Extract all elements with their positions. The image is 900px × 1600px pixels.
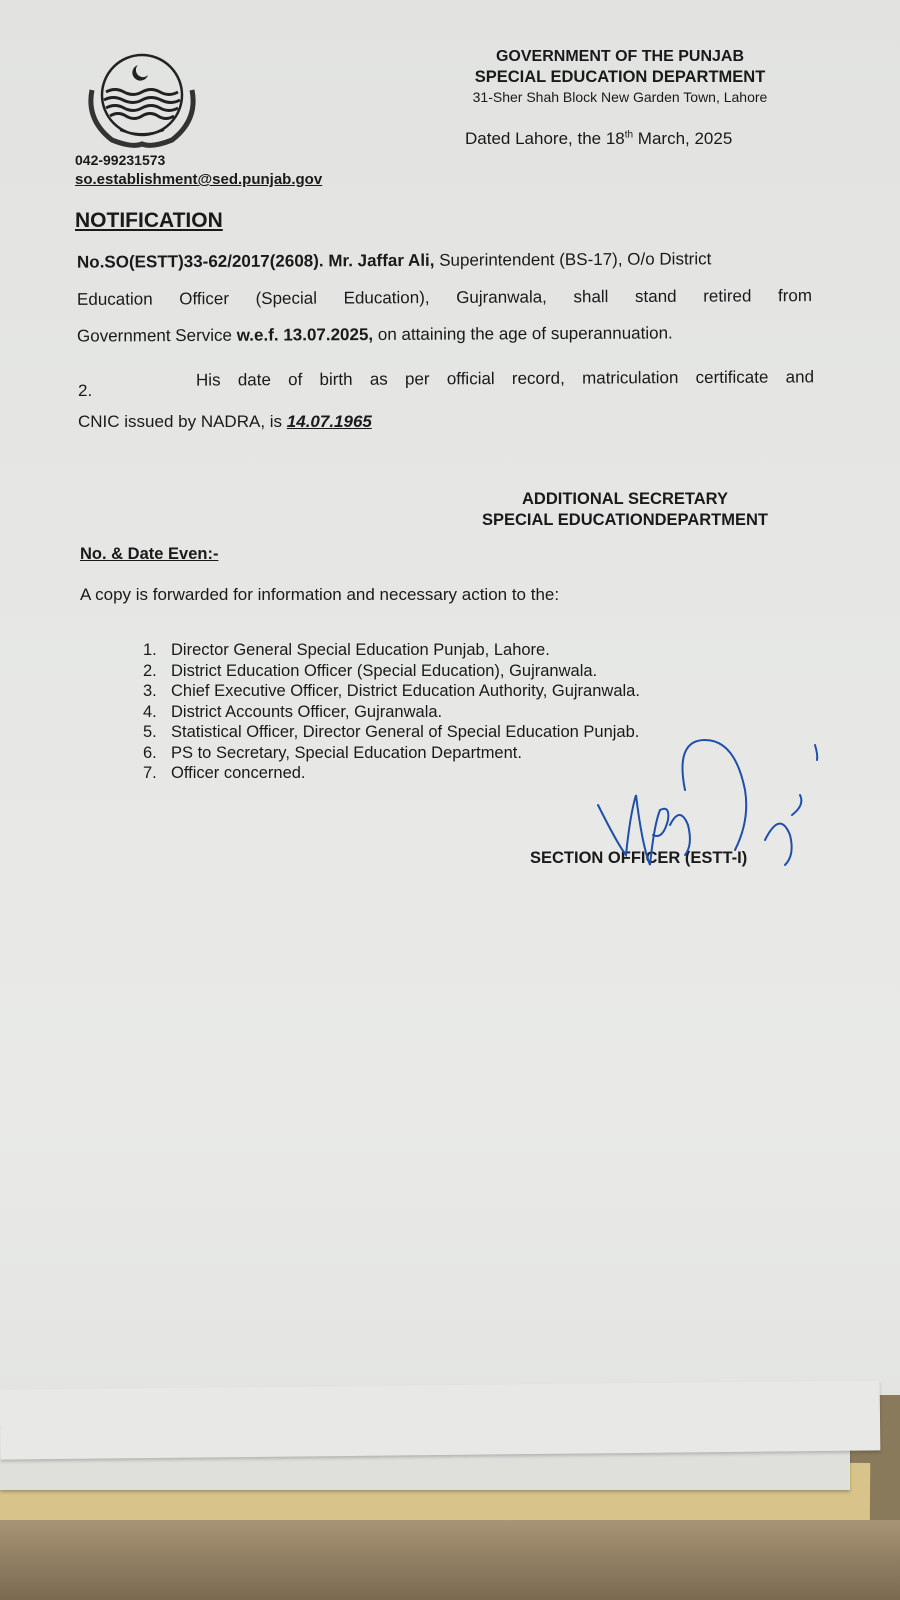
text: Superintendent (BS-17), O/o District bbox=[434, 249, 712, 270]
list-text: Officer concerned. bbox=[171, 764, 306, 782]
list-number: 6. bbox=[143, 743, 157, 762]
list-item bbox=[143, 702, 640, 723]
document-date bbox=[465, 129, 732, 149]
notification-title: NOTIFICATION bbox=[75, 209, 223, 232]
list-item bbox=[143, 640, 640, 661]
signature bbox=[590, 730, 840, 890]
list-item bbox=[143, 722, 640, 743]
list-item bbox=[143, 763, 640, 784]
list-number: 3. bbox=[143, 682, 157, 700]
list-number: 5. bbox=[143, 723, 157, 741]
date-suffix: th bbox=[624, 129, 634, 141]
paragraph-1-line-3 bbox=[77, 323, 673, 346]
section-officer-title: SECTION OFFICER (ESTT-I) bbox=[530, 849, 748, 867]
reference-number: No.SO(ESTT)33-62/2017(2608). bbox=[76, 251, 324, 272]
paragraph-1-line-2: Education Officer (Special Education), Gujranwala, shall stand retired from bbox=[76, 286, 813, 309]
list-number: 4. bbox=[143, 702, 157, 721]
copy-distribution-list bbox=[143, 640, 640, 784]
list-number: 2. bbox=[143, 661, 157, 680]
signatory-title-line-2: SPECIAL EDUCATIONDEPARTMENT bbox=[481, 511, 768, 529]
paragraph-2-number: 2. bbox=[78, 381, 93, 400]
list-text: District Accounts Officer, Gujranwala. bbox=[171, 702, 443, 721]
list-number: 1. bbox=[143, 641, 157, 659]
date-text: Dated Lahore, the 18 bbox=[465, 129, 625, 148]
employee-name: Mr. Jaffar Ali, bbox=[323, 250, 435, 271]
list-item bbox=[143, 681, 640, 702]
text: CNIC issued by NADRA, is bbox=[78, 412, 287, 431]
copy-intro: A copy is forwarded for information and necessary action to the: bbox=[80, 585, 560, 604]
paragraph-2-line-1: His date of birth as per official record, matriculation certificate and bbox=[195, 367, 815, 390]
letterhead-department: SPECIAL EDUCATION DEPARTMENT bbox=[474, 68, 766, 86]
text: on attaining the age of superannuation. bbox=[373, 323, 673, 345]
list-item bbox=[143, 743, 640, 764]
letterhead-address: 31-Sher Shah Block New Garden Town, Lahore bbox=[472, 89, 768, 105]
list-text: Chief Executive Officer, District Education Authority, Gujranwala. bbox=[171, 682, 640, 700]
list-text: Director General Special Education Punjab, Lahore. bbox=[171, 641, 550, 659]
list-text: District Education Officer (Special Education), Gujranwala. bbox=[171, 661, 598, 680]
list-text: PS to Secretary, Special Education Department. bbox=[171, 743, 522, 762]
punjab-emblem-logo bbox=[80, 50, 205, 150]
no-date-even: No. & Date Even:- bbox=[80, 545, 219, 563]
paper-stack-edge bbox=[0, 1380, 880, 1459]
date-of-birth: 14.07.1965 bbox=[286, 412, 372, 431]
date-text: March, 2025 bbox=[633, 129, 733, 148]
retirement-date: w.e.f. 13.07.2025, bbox=[236, 325, 374, 345]
list-number: 7. bbox=[143, 764, 157, 782]
letterhead-government: GOVERNMENT OF THE PUNJAB bbox=[495, 48, 744, 65]
signatory-title-line-1: ADDITIONAL SECRETARY bbox=[522, 490, 728, 508]
paragraph-1-line-1 bbox=[77, 249, 711, 272]
contact-email: so.establishment@sed.punjab.gov bbox=[75, 171, 323, 188]
text: Government Service bbox=[76, 325, 237, 346]
paragraph-2-line-2 bbox=[78, 412, 372, 432]
contact-phone: 042-99231573 bbox=[75, 152, 166, 168]
desk-surface bbox=[0, 1520, 900, 1600]
list-text: Statistical Officer, Director General of Special Education Punjab. bbox=[171, 723, 640, 741]
list-item bbox=[143, 661, 640, 682]
